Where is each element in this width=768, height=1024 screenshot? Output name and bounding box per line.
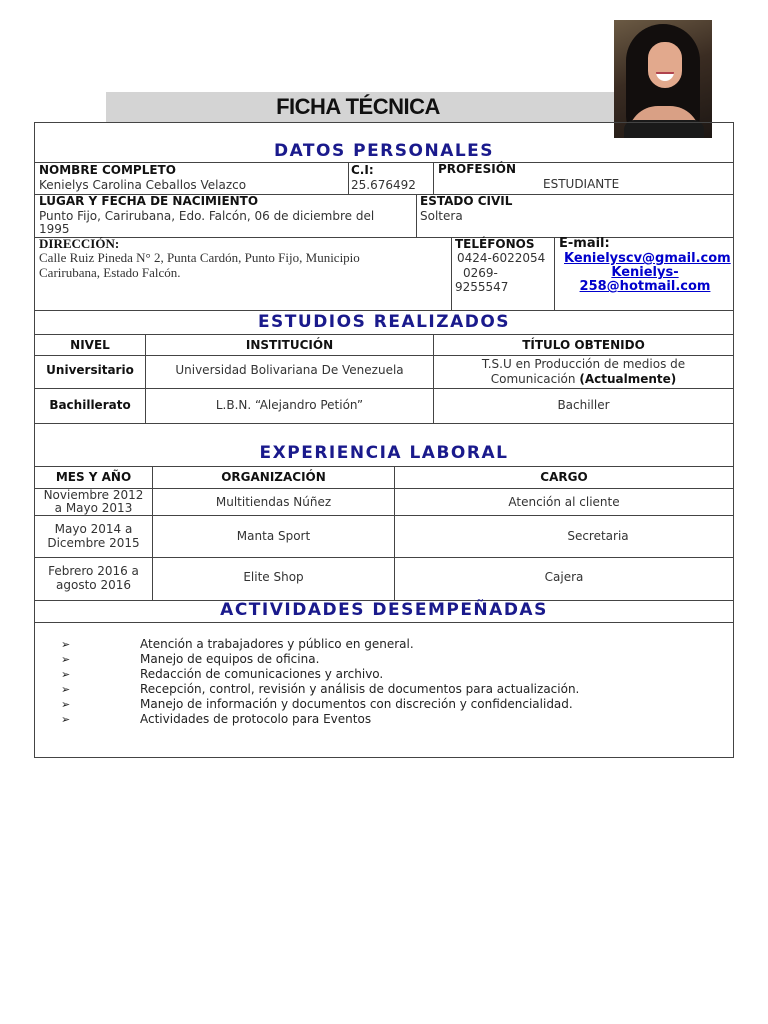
studies-header-institution: INSTITUCIÓN	[245, 338, 334, 352]
email-link-hotmail-cont[interactable]: 258@hotmail.com	[579, 279, 711, 294]
name-label: NOMBRE COMPLETO	[39, 163, 176, 177]
section-title-personal: DATOS PERSONALES	[273, 141, 495, 161]
experience-period-cont: Dicembre 2015	[47, 536, 140, 550]
experience-organization: Multitiendas Núñez	[215, 495, 332, 509]
profession-label: PROFESIÓN	[438, 162, 516, 176]
studies-level: Universitario	[46, 363, 134, 377]
phone-2: 0269-	[463, 266, 498, 280]
title-band	[106, 92, 614, 122]
ci-label: C.I:	[351, 163, 374, 177]
phone-1: 0424-6022054	[457, 251, 546, 265]
birth-value: Punto Fijo, Carirubana, Edo. Falcón, 06 de diciembre del	[39, 209, 375, 223]
bullet-arrow-icon: ➢	[61, 653, 71, 666]
email-link-gmail[interactable]: Kenielyscv@gmail.com	[564, 251, 731, 266]
bullet-arrow-icon: ➢	[61, 713, 71, 726]
experience-role: Secretaria	[567, 529, 629, 543]
experience-role: Atención al cliente	[508, 495, 620, 509]
experience-period: Febrero 2016 a	[48, 564, 139, 578]
phones-label: TELÉFONOS	[455, 237, 535, 251]
profession-value: ESTUDIANTE	[543, 177, 620, 191]
experience-header-organization: ORGANIZACIÓN	[221, 470, 326, 484]
datasheet: DATOS PERSONALES NOMBRE COMPLETO Kenielys Carolina Ceballos Velazco C.I: 25.676492 PROFESIÓN ESTUDIANTE LUGAR Y FECHA DE NACIMIENTO Punto Fijo, Carirubana, Edo. Falcón, 06 de diciembre del 1995 ESTADO CIVIL Soltera DIRECCIÓN: Calle Ruiz Pineda N° 2, Punta Cardón, Punto Fijo, Municipio Carirubana, Estado Falcón. TELÉFONOS 0424-6022054 0269- 9255547 E-mail: Kenielyscv@gmail.com Kenielys- 258@hotmail.com ESTUDIOS REALIZADOS NIVEL INSTITUCIÓN TÍTULO OBTENIDO Universitario Universidad Bolivariana De Venezuela T.S.U en Producción de medios de Comunicación (Actualmente) Bachillerato L.B.N. “Alejandro Petión” Bachiller EXPERIENCIA LABORAL MES Y AÑO ORGANIZACIÓN CARGO Noviembre 2012 a Mayo 2013 Multitiendas Núñez Atención al cliente Mayo 2014 a Dicembre 2015 Manta Sport Secretaria Febrero 2016 a agosto 2016 Elite Shop Cajera ACTIVIDADES DESEMPEÑADAS ➢ Atención a trabajadores y público en general. ➢ Manejo de equipos de oficina. ➢ Redacción de comunicaciones y archivo. ➢ Recepción, control, revisión y análisis de documentos para actualización. ➢ Manejo de información y documentos con discreción y confidencialidad. ➢ Actividades de protocolo para Eventos	[34, 122, 734, 758]
bullet-arrow-icon: ➢	[61, 668, 71, 681]
experience-header-period: MES Y AÑO	[55, 470, 132, 484]
name-value: Kenielys Carolina Ceballos Velazco	[39, 178, 247, 192]
experience-period: Mayo 2014 a	[54, 522, 133, 536]
studies-title: T.S.U en Producción de medios de	[481, 357, 686, 371]
address-label: DIRECCIÓN:	[39, 236, 120, 251]
bullet-arrow-icon: ➢	[61, 698, 71, 711]
experience-period: Noviembre 2012	[43, 488, 144, 502]
studies-institution: Universidad Bolivariana De Venezuela	[175, 363, 404, 377]
studies-header-title: TÍTULO OBTENIDO	[522, 338, 645, 352]
studies-header-level: NIVEL	[70, 338, 110, 352]
section-title-activities: ACTIVIDADES DESEMPEÑADAS	[220, 600, 548, 620]
studies-title-cont: Comunicación (Actualmente)	[490, 372, 677, 386]
experience-header-role: CARGO	[540, 470, 588, 484]
page-title: FICHA TÉCNICA	[276, 94, 440, 119]
birth-value-year: 1995	[39, 222, 70, 236]
section-title-studies: ESTUDIOS REALIZADOS	[257, 312, 511, 332]
studies-title: Bachiller	[557, 398, 610, 412]
address-line-1: Calle Ruiz Pineda N° 2, Punta Cardón, Punto Fijo, Municipio	[39, 250, 360, 265]
studies-institution: L.B.N. “Alejandro Petión”	[215, 398, 364, 412]
ci-value: 25.676492	[351, 178, 416, 192]
experience-organization: Manta Sport	[236, 529, 311, 543]
phone-2-cont: 9255547	[455, 280, 509, 294]
email-label: E-mail:	[559, 236, 610, 251]
experience-role: Cajera	[544, 570, 584, 584]
experience-organization: Elite Shop	[243, 570, 304, 584]
address-line-2: Carirubana, Estado Falcón.	[39, 265, 181, 280]
profile-photo	[614, 20, 712, 138]
experience-period-cont: a Mayo 2013	[54, 501, 133, 515]
bullet-arrow-icon: ➢	[61, 683, 71, 696]
section-title-experience: EXPERIENCIA LABORAL	[259, 443, 509, 463]
civil-status-value: Soltera	[420, 209, 463, 223]
birth-label: LUGAR Y FECHA DE NACIMIENTO	[39, 194, 259, 208]
experience-period-cont: agosto 2016	[56, 578, 131, 592]
bullet-arrow-icon: ➢	[61, 638, 71, 651]
email-link-hotmail[interactable]: Kenielys-	[611, 265, 679, 280]
studies-level: Bachillerato	[49, 398, 131, 412]
civil-status-label: ESTADO CIVIL	[420, 194, 513, 208]
